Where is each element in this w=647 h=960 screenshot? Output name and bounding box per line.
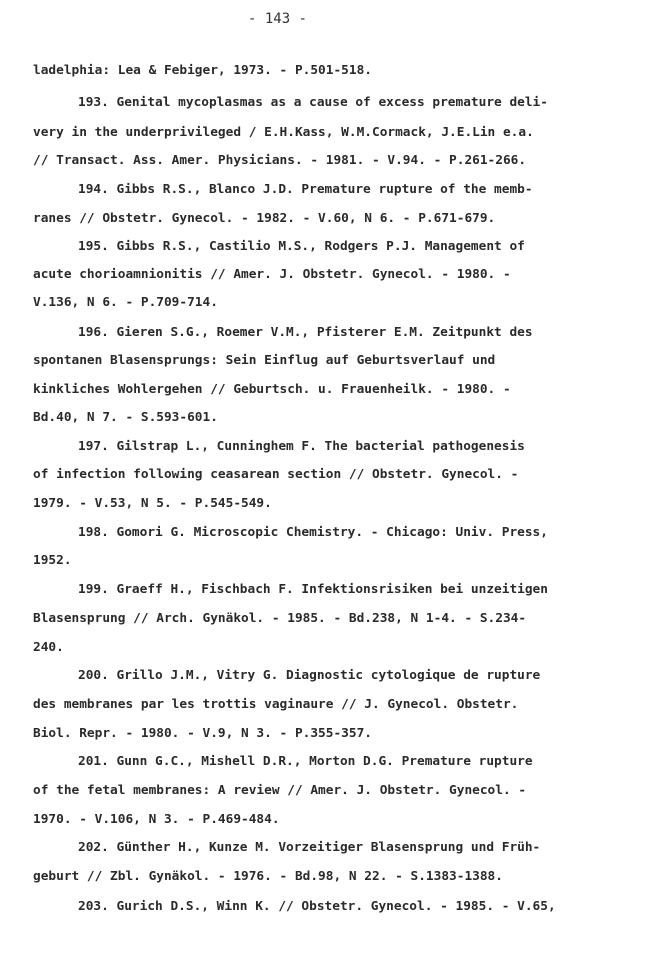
text-line: of infection following ceasarean section // Obstetr. Gynecol. - bbox=[33, 467, 519, 482]
text-line: 195. Gibbs R.S., Castilio M.S., Rodgers P.J. Management of bbox=[78, 239, 525, 254]
text-line: 1979. - V.53, N 5. - P.545-549. bbox=[33, 496, 272, 511]
text-line: kinkliches Wohlergehen // Geburtsch. u. Frauenheilk. - 1980. - bbox=[33, 382, 511, 397]
text-line: 1970. - V.106, N 3. - P.469-484. bbox=[33, 812, 280, 827]
text-line: spontanen Blasensprungs: Sein Einflug auf Geburtsverlauf und bbox=[33, 353, 496, 368]
text-line: // Transact. Ass. Amer. Physicians. - 1981. - V.94. - P.261-266. bbox=[33, 153, 527, 168]
text-line: very in the underprivileged / E.H.Kass, W.M.Cormack, J.E.Lin e.a. bbox=[33, 125, 534, 140]
text-line: V.136, N 6. - P.709-714. bbox=[33, 295, 218, 310]
text-line: 240. bbox=[33, 640, 64, 655]
text-line: 1952. bbox=[33, 553, 72, 568]
text-line: ladelphia: Lea & Febiger, 1973. - P.501-518. bbox=[33, 63, 372, 78]
text-line: 203. Gurich D.S., Winn K. // Obstetr. Gynecol. - 1985. - V.65, bbox=[78, 899, 556, 914]
text-line: 200. Grillo J.M., Vitry G. Diagnostic cytologique de rupture bbox=[78, 668, 541, 683]
text-line: 198. Gomori G. Microscopic Chemistry. - Chicago: Univ. Press, bbox=[78, 525, 548, 540]
text-line: 197. Gilstrap L., Cunninghem F. The bacterial pathogenesis bbox=[78, 439, 525, 454]
text-line: acute chorioamnionitis // Amer. J. Obstetr. Gynecol. - 1980. - bbox=[33, 267, 511, 282]
text-line: 202. Günther H., Kunze M. Vorzeitiger Blasensprung und Früh- bbox=[78, 840, 541, 855]
text-line: ranes // Obstetr. Gynecol. - 1982. - V.60, N 6. - P.671-679. bbox=[33, 211, 496, 226]
text-line: of the fetal membranes: A review // Amer. J. Obstetr. Gynecol. - bbox=[33, 783, 527, 798]
text-line: 201. Gunn G.C., Mishell D.R., Morton D.G. Premature rupture bbox=[78, 754, 533, 769]
text-line: 199. Graeff H., Fischbach F. Infektionsrisiken bei unzeitigen bbox=[78, 582, 548, 597]
text-line: Blasensprung // Arch. Gynäkol. - 1985. - Bd.238, N 1-4. - S.234- bbox=[33, 611, 527, 626]
page-number: - 143 - bbox=[247, 11, 307, 27]
text-line: Bd.40, N 7. - S.593-601. bbox=[33, 410, 218, 425]
text-line: Biol. Repr. - 1980. - V.9, N 3. - P.355-357. bbox=[33, 726, 372, 741]
text-line: 194. Gibbs R.S., Blanco J.D. Premature rupture of the memb- bbox=[78, 182, 533, 197]
text-line: 196. Gieren S.G., Roemer V.M., Pfisterer E.M. Zeitpunkt des bbox=[78, 325, 533, 340]
text-line: geburt // Zbl. Gynäkol. - 1976. - Bd.98, N 22. - S.1383-1388. bbox=[33, 869, 503, 884]
text-line: 193. Genital mycoplasmas as a cause of excess premature deli- bbox=[78, 95, 548, 110]
text-line: des membranes par les trottis vaginaure // J. Gynecol. Obstetr. bbox=[33, 697, 519, 712]
